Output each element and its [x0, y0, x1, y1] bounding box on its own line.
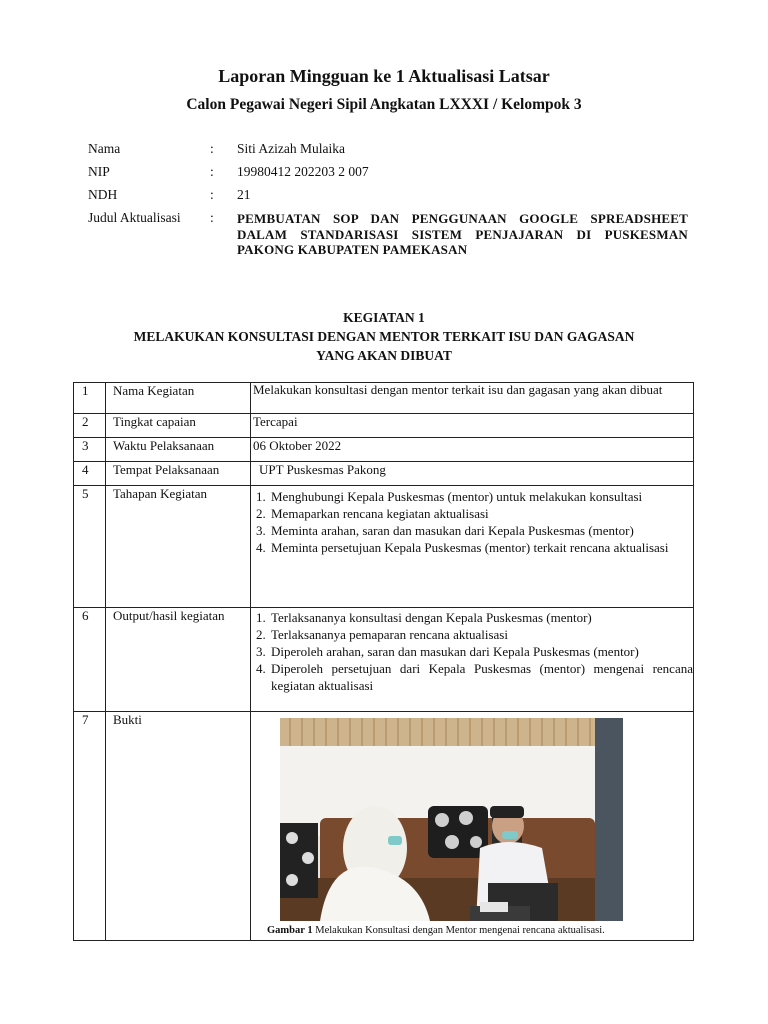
table-row [74, 486, 694, 608]
list-item [253, 626, 693, 643]
row-number: 6 [74, 608, 106, 712]
tahapan-kegiatan-list [253, 488, 693, 556]
table-row [74, 414, 694, 438]
row-number: 4 [74, 462, 106, 486]
row-label: Nama Kegiatan [106, 383, 251, 414]
list-text: Meminta arahan, saran dan masukan dari Kepala Puskesmas (mentor) [271, 523, 634, 538]
list-number: 1. [256, 489, 266, 504]
table-row [74, 608, 694, 712]
evidence-photo [280, 718, 623, 921]
info-value: Siti Azizah Mulaika [237, 141, 345, 156]
list-number: 3. [256, 644, 266, 659]
list-number: 2. [256, 627, 266, 642]
info-colon: : [210, 210, 214, 225]
info-colon: : [210, 187, 214, 202]
list-item [253, 488, 693, 505]
consultation-photo-illustration [280, 718, 623, 921]
list-text: Memaparkan rencana kegiatan aktualisasi [271, 506, 489, 521]
figure-caption [267, 925, 697, 936]
info-row-nip [88, 164, 688, 187]
list-text: Terlaksananya konsultasi dengan Kepala Puskesmas (mentor) [271, 610, 592, 625]
table-row [74, 438, 694, 462]
row-number: 2 [74, 414, 106, 438]
evidence-figure [253, 712, 693, 940]
output-list [253, 609, 693, 694]
row-label: Waktu Pelaksanaan [106, 438, 251, 462]
list-item [253, 539, 693, 556]
info-value: 19980412 202203 2 007 [237, 164, 369, 179]
row-value: Melakukan konsultasi dengan mentor terkait isu dan gagasan yang akan dibuat [251, 383, 694, 414]
list-text: Meminta persetujuan Kepala Puskesmas (mentor) terkait rencana aktualisasi [271, 540, 669, 555]
row-label: Tempat Pelaksanaan [106, 462, 251, 486]
list-text: Diperoleh arahan, saran dan masukan dari Kepala Puskesmas (mentor) [271, 644, 639, 659]
info-row-judul [88, 210, 688, 258]
info-label: Judul Aktualisasi [88, 210, 181, 225]
row-number: 1 [74, 383, 106, 414]
kegiatan-number: KEGIATAN 1 [343, 310, 425, 325]
output-list-cell [251, 608, 694, 712]
info-colon: : [210, 141, 214, 156]
list-number: 4. [256, 661, 266, 676]
participant-info [88, 141, 688, 258]
info-label: NIP [88, 164, 110, 179]
caption-label: Gambar 1 [267, 925, 313, 936]
list-number: 3. [256, 523, 266, 538]
info-value: 21 [237, 187, 251, 202]
list-item [253, 522, 693, 539]
list-item [253, 505, 693, 522]
row-number: 5 [74, 486, 106, 608]
info-row-ndh [88, 187, 688, 210]
kegiatan-heading [0, 308, 768, 365]
kegiatan-title-line-2: YANG AKAN DIBUAT [316, 348, 452, 363]
row-label: Tingkat capaian [106, 414, 251, 438]
report-title: Laporan Mingguan ke 1 Aktualisasi Latsar [218, 66, 550, 86]
list-item [253, 660, 693, 694]
info-colon: : [210, 164, 214, 179]
activity-table [73, 382, 694, 941]
row-label: Tahapan Kegiatan [106, 486, 251, 608]
list-item [253, 643, 693, 660]
kegiatan-title-line-1: MELAKUKAN KONSULTASI DENGAN MENTOR TERKAIT ISU DAN GAGASAN [133, 329, 635, 344]
info-label: Nama [88, 141, 121, 156]
judul-aktualisasi-value: PEMBUATAN SOP DAN PENGGUNAAN GOOGLE SPREADSHEET DALAM STANDARISASI SISTEM PENJAJARAN DI PUSKESMAN PAKONG KABUPATEN PAMEKASAN [237, 211, 688, 257]
row-label: Bukti [106, 712, 251, 941]
list-number: 4. [256, 540, 266, 555]
list-number: 2. [256, 506, 266, 521]
table-row [74, 383, 694, 414]
list-item [253, 609, 693, 626]
row-number: 3 [74, 438, 106, 462]
row-value: UPT Puskesmas Pakong [251, 462, 694, 486]
tahapan-kegiatan-list-cell [251, 486, 694, 608]
list-number: 1. [256, 610, 266, 625]
table-row [74, 712, 694, 941]
row-value: 06 Oktober 2022 [251, 438, 694, 462]
row-value: Tercapai [251, 414, 694, 438]
row-number: 7 [74, 712, 106, 941]
bukti-cell [251, 712, 694, 941]
list-text: Terlaksananya pemaparan rencana aktualisasi [271, 627, 508, 642]
row-label: Output/hasil kegiatan [106, 608, 251, 712]
report-subtitle: Calon Pegawai Negeri Sipil Angkatan LXXXI / Kelompok 3 [186, 96, 582, 113]
list-text: Diperoleh persetujuan dari Kepala Puskesmas (mentor) mengenai rencana kegiatan aktualisasi [271, 661, 693, 693]
list-text: Menghubungi Kepala Puskesmas (mentor) untuk melakukan konsultasi [271, 489, 643, 504]
caption-text: Melakukan Konsultasi dengan Mentor mengenai rencana aktualisasi. [312, 925, 605, 936]
table-row [74, 462, 694, 486]
info-row-nama [88, 141, 688, 164]
info-label: NDH [88, 187, 118, 202]
